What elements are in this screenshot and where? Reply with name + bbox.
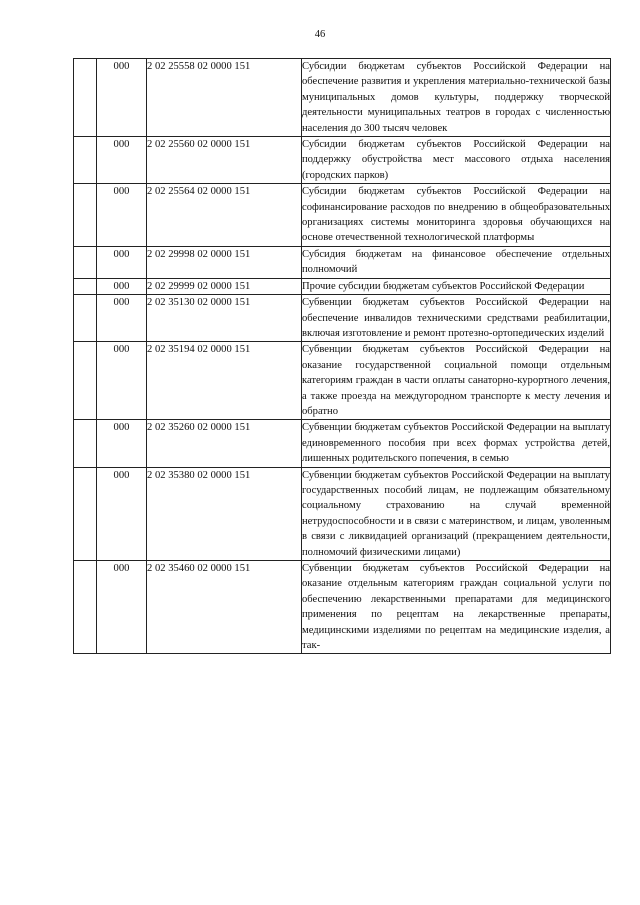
table-row [74, 59, 611, 137]
budget-code-cell: 2 02 25564 02 0000 151 [147, 184, 302, 247]
empty-cell [74, 278, 97, 294]
admin-code-cell: 000 [97, 137, 147, 184]
empty-cell [74, 467, 97, 560]
table-row [74, 295, 611, 342]
admin-code-cell: 000 [97, 295, 147, 342]
budget-code-cell: 2 02 35380 02 0000 151 [147, 467, 302, 560]
budget-code-cell: 2 02 35194 02 0000 151 [147, 342, 302, 420]
revenue-name-cell: Субсидия бюджетам на финансовое обеспечение отдельных полномочий [302, 246, 611, 278]
table-row [74, 246, 611, 278]
budget-code-cell: 2 02 35460 02 0000 151 [147, 561, 302, 654]
empty-cell [74, 137, 97, 184]
table-row [74, 137, 611, 184]
admin-code-cell: 000 [97, 246, 147, 278]
page-number: 46 [314, 29, 326, 40]
revenue-name-cell: Прочие субсидии бюджетам субъектов Российской Федерации [302, 278, 611, 294]
admin-code-cell: 000 [97, 278, 147, 294]
revenue-name-cell: Субвенции бюджетам субъектов Российской Федерации на обеспечение инвалидов техническими средствами реабилитации, включая изготовление и ремонт протезно-ортопедических изделий [302, 295, 611, 342]
table-row [74, 420, 611, 467]
revenue-name-cell: Субсидии бюджетам субъектов Российской Федерации на поддержку обустройства мест массового отдыха населения (городских парков) [302, 137, 611, 184]
admin-code-cell: 000 [97, 342, 147, 420]
empty-cell [74, 561, 97, 654]
empty-cell [74, 246, 97, 278]
admin-code-cell: 000 [97, 59, 147, 137]
table-row [74, 467, 611, 560]
budget-code-cell: 2 02 25560 02 0000 151 [147, 137, 302, 184]
table-row [74, 342, 611, 420]
budget-classification-table [73, 58, 611, 654]
budget-code-cell: 2 02 35130 02 0000 151 [147, 295, 302, 342]
revenue-name-cell: Субсидии бюджетам субъектов Российской Федерации на софинансирование расходов по внедрению в общеобразовательных организациях системы мониторинга здоровья обучающихся на основе отечественной технологической платформы [302, 184, 611, 247]
empty-cell [74, 420, 97, 467]
table-row [74, 278, 611, 294]
budget-code-cell: 2 02 29999 02 0000 151 [147, 278, 302, 294]
empty-cell [74, 342, 97, 420]
revenue-name-cell: Субвенции бюджетам субъектов Российской Федерации на оказание отдельным категориям граждан социальной услуги по обеспечению лекарственными препаратами для медицинского применения по рецептам на лекарственные препараты, медицинскими изделиями по рецептам на медицинские изделия, а так- [302, 561, 611, 654]
admin-code-cell: 000 [97, 184, 147, 247]
revenue-name-cell: Субвенции бюджетам субъектов Российской Федерации на выплату государственных пособий лицам, не подлежащим обязательному социальному страхованию на случай временной нетрудоспособности и в связи с материнством, и лицам, уволенным в связи с ликвидацией организаций (прекращением деятельности, полномочий физическими лицами) [302, 467, 611, 560]
empty-cell [74, 295, 97, 342]
empty-cell [74, 59, 97, 137]
admin-code-cell: 000 [97, 420, 147, 467]
budget-code-cell: 2 02 29998 02 0000 151 [147, 246, 302, 278]
table-row [74, 561, 611, 654]
empty-cell [74, 184, 97, 247]
budget-code-cell: 2 02 35260 02 0000 151 [147, 420, 302, 467]
revenue-name-cell: Субвенции бюджетам субъектов Российской Федерации на выплату единовременного пособия при всех формах устройства детей, лишенных родительского попечения, в семью [302, 420, 611, 467]
table-row [74, 184, 611, 247]
admin-code-cell: 000 [97, 561, 147, 654]
admin-code-cell: 000 [97, 467, 147, 560]
revenue-name-cell: Субвенции бюджетам субъектов Российской Федерации на оказание государственной социальной помощи отдельным категориям граждан в части оплаты санаторно-курортного лечения, а также проезда на междугородном транспорте к месту лечения и обратно [302, 342, 611, 420]
revenue-name-cell: Субсидии бюджетам субъектов Российской Федерации на обеспечение развития и укрепления материально-технической базы муниципальных домов культуры, поддержку творческой деятельности муниципальных театров в городах с численностью населения до 300 тысяч человек [302, 59, 611, 137]
budget-code-cell: 2 02 25558 02 0000 151 [147, 59, 302, 137]
